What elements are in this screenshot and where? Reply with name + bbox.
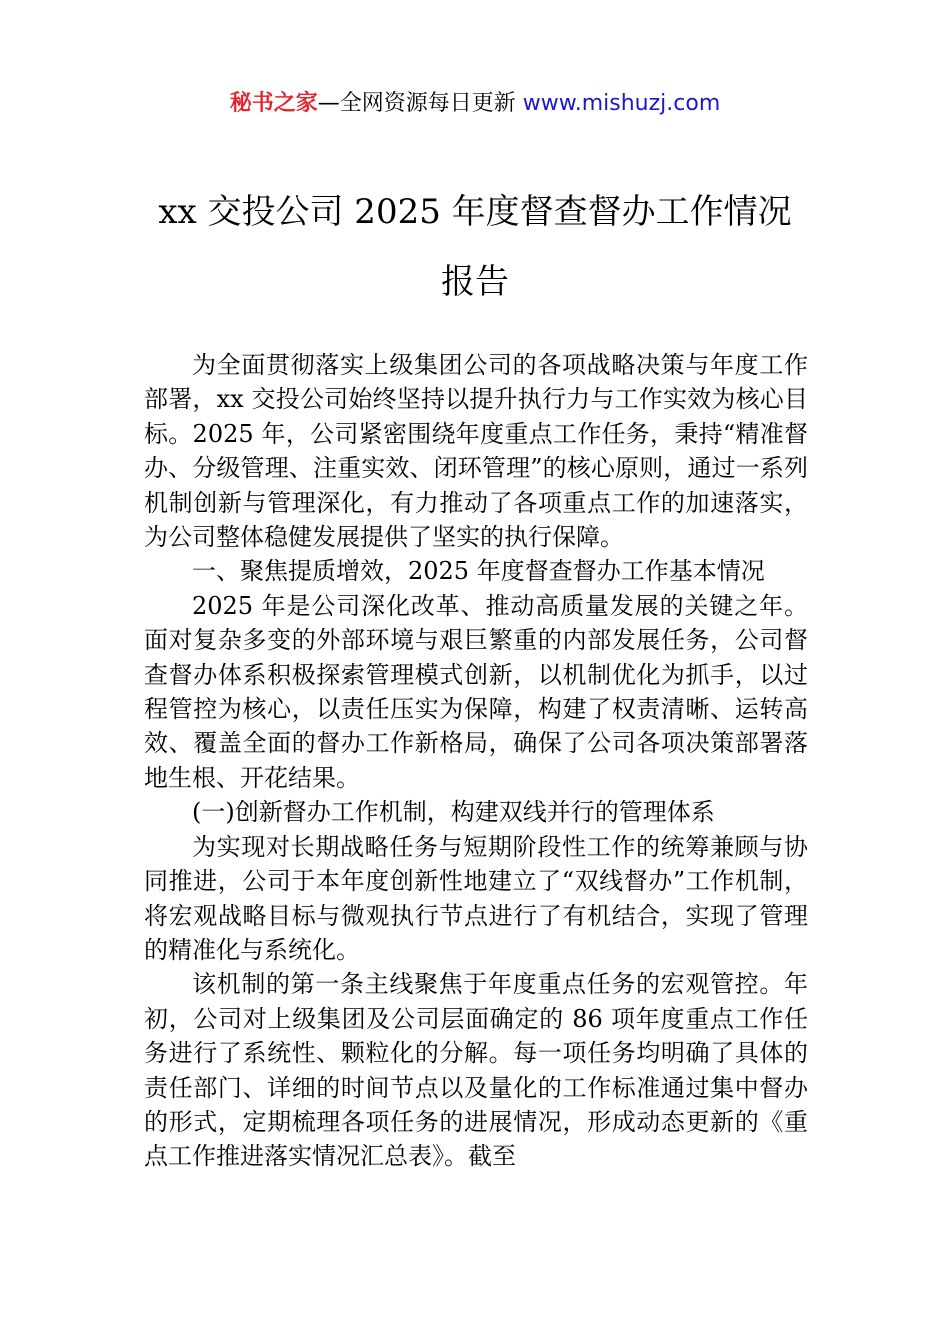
site-header — [0, 88, 950, 120]
paragraph-intro: 为全面贯彻落实上级集团公司的各项战略决策与年度工作部署，xx 交投公司始终坚持以提升执行力与工作实效为核心目标。2025 年，公司紧密围绕年度重点工作任务，秉持“精准督办、分级管理、注重实效、闭环管理”的核心原则，通过一系列机制创新与管理深化，有力推动了各项重点工作的加速落实，为公司整体稳健发展提供了坚实的执行保障。 — [144, 351, 808, 552]
site-url-link[interactable]: www.mishuzj.com — [522, 91, 721, 116]
brand-name: 秘书之家 — [229, 91, 318, 116]
paragraph-section-1: 2025 年是公司深化改革、推动高质量发展的关键之年。面对复杂多变的外部环境与艰巨繁重的内部发展任务，公司督查督办体系积极探索管理模式创新，以机制优化为抓手，以过程管控为核心，以责任压实为保障，构建了权责清晰、运转高效、覆盖全面的督办工作新格局，确保了公司各项决策部署落地生根、开花结果。 — [144, 591, 808, 792]
section-heading-1: 一、聚焦提质增效，2025 年度督查督办工作基本情况 — [192, 557, 765, 586]
document-body — [144, 348, 808, 1174]
paragraph-subsection-1: 为实现对长期战略任务与短期阶段性工作的统筹兼顾与协同推进，公司于本年度创新性地建立了“双线督办”工作机制，将宏观战略目标与微观执行节点进行了有机结合，实现了管理的精准化与系统化。 — [144, 832, 808, 964]
document-title-line-1: xx 交投公司 2025 年度督查督办工作情况 — [158, 192, 792, 232]
paragraph-first-line: 该机制的第一条主线聚焦于年度重点任务的宏观管控。年初，公司对上级集团及公司层面确定的 86 项年度重点工作任务进行了系统性、颗粒化的分解。每一项任务均明确了具体的责任部门、详细的时间节点以及量化的工作标准通过集中督办的形式，定期梳理各项任务的进展情况，形成动态更新的《重点工作推进落实情况汇总表》。截至 — [144, 970, 808, 1171]
header-tagline: —全网资源每日更新 — [317, 91, 516, 116]
document-title-line-2: 报告 — [441, 262, 509, 302]
subsection-heading-1: (一)创新督办工作机制，构建双线并行的管理体系 — [192, 798, 715, 827]
